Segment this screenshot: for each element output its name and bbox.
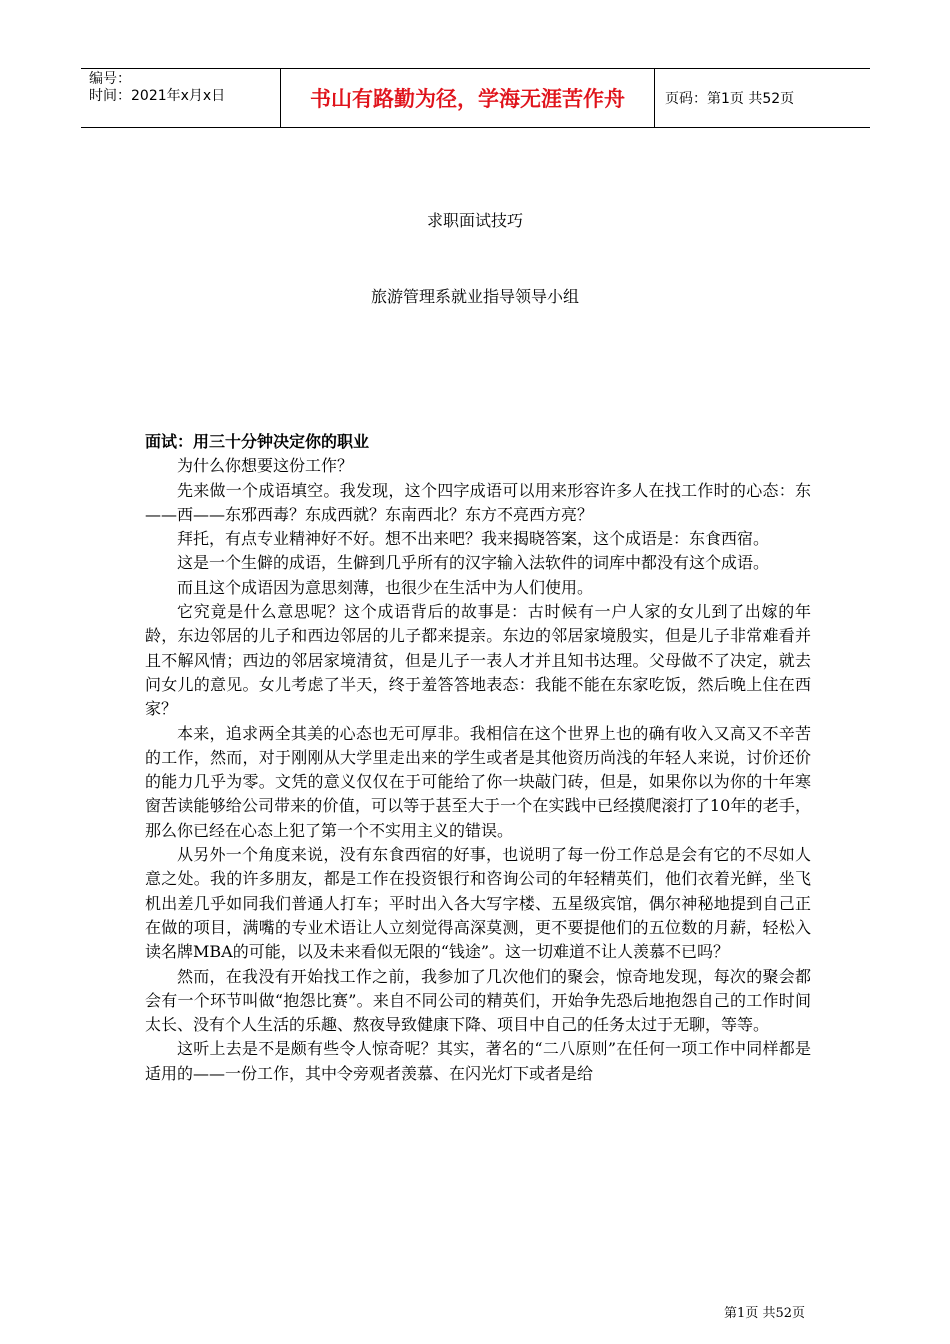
paragraph: 然而，在我没有开始找工作之前，我参加了几次他们的聚会，惊奇地发现，每次的聚会都会有一个环节叫做“抱怨比赛”。来自不同公司的精英们，开始争先恐后地抱怨自己的工作时间太长、没有个人生活的乐趣、熬夜导致健康下降、项目中自己的任务太过于无聊，等等。 — [145, 966, 811, 1035]
page-footer: 第1页 共52页 — [724, 1306, 805, 1321]
paragraph: 这听上去是不是颇有些令人惊奇呢？其实，著名的“二八原则”在任何一项工作中同样都是适用的——一份工作，其中令旁观者羡慕、在闪光灯下或者是给 — [145, 1039, 811, 1083]
document-title: 求职面试技巧 — [426, 211, 523, 230]
header-meta-cell — [81, 69, 281, 127]
header-motto: 书山有路勤为径，学海无涯苦作舟 — [281, 69, 655, 127]
number-label: 编号： — [89, 71, 131, 87]
date-label: 时间：2021年x月x日 — [89, 88, 226, 104]
paragraph: 为什么你想要这份工作？ — [177, 456, 354, 476]
section-heading: 面试：用三十分钟决定你的职业 — [145, 432, 370, 451]
paragraph: 从另外一个角度来说，没有东食西宿的好事，也说明了每一份工作总是会有它的不尽如人意之处。我的许多朋友，都是工作在投资银行和咨询公司的年轻精英们，他们衣着光鲜，坐飞机出差几乎如同我们普通人打车；平时出入各大写字楼、五星级宾馆，偶尔神秘地提到自己正在做的项目，满嘴的专业术语让人立刻觉得高深莫测，更不要提他们的五位数的月薪，轻松入读名牌MBA的可能，以及未来看似无限的“钱途”。这一切难道不让人羡慕不已吗？ — [145, 845, 811, 962]
document-body — [145, 430, 811, 1086]
paragraph: 先来做一个成语填空。我发现，这个四字成语可以用来形容许多人在找工作时的心态：东——西——东邪西毒？东成西就？东南西北？东方不亮西方亮？ — [145, 480, 811, 524]
document-header — [81, 68, 870, 128]
paragraph: 它究竟是什么意思呢？这个成语背后的故事是：古时候有一户人家的女儿到了出嫁的年龄，东边邻居的儿子和西边邻居的儿子都来提亲。东边的邻居家境殷实，但是儿子非常难看并且不解风情；西边的邻居家境清贫，但是儿子一表人才并且知书达理。父母做不了决定，就去问女儿的意见。女儿考虑了半天，终于羞答答地表态：我能不能在东家吃饭，然后晚上住在西家？ — [145, 602, 811, 719]
paragraph: 这是一个生僻的成语，生僻到几乎所有的汉字输入法软件的词库中都没有这个成语。 — [177, 553, 770, 573]
document-subtitle: 旅游管理系就业指导领导小组 — [370, 287, 579, 306]
paragraph: 本来，追求两全其美的心态也无可厚非。我相信在这个世界上也的确有收入又高又不辛苦的工作，然而，对于刚刚从大学里走出来的学生或者是其他资历尚浅的年轻人来说，讨价还价的能力几乎为零。文凭的意义仅仅在于可能给了你一块敲门砖，但是，如果你以为你的十年寒窗苦读能够给公司带来的价值，可以等于甚至大于一个在实践中已经摸爬滚打了10年的老手，那么你已经在心态上犯了第一个不实用主义的错误。 — [145, 723, 811, 840]
header-page-label: 页码：第1页 共52页 — [665, 91, 795, 107]
paragraph: 拜托，有点专业精神好不好。想不出来吧？我来揭晓答案，这个成语是：东食西宿。 — [177, 529, 770, 549]
paragraph: 而且这个成语因为意思刻薄，也很少在生活中为人们使用。 — [177, 577, 594, 597]
